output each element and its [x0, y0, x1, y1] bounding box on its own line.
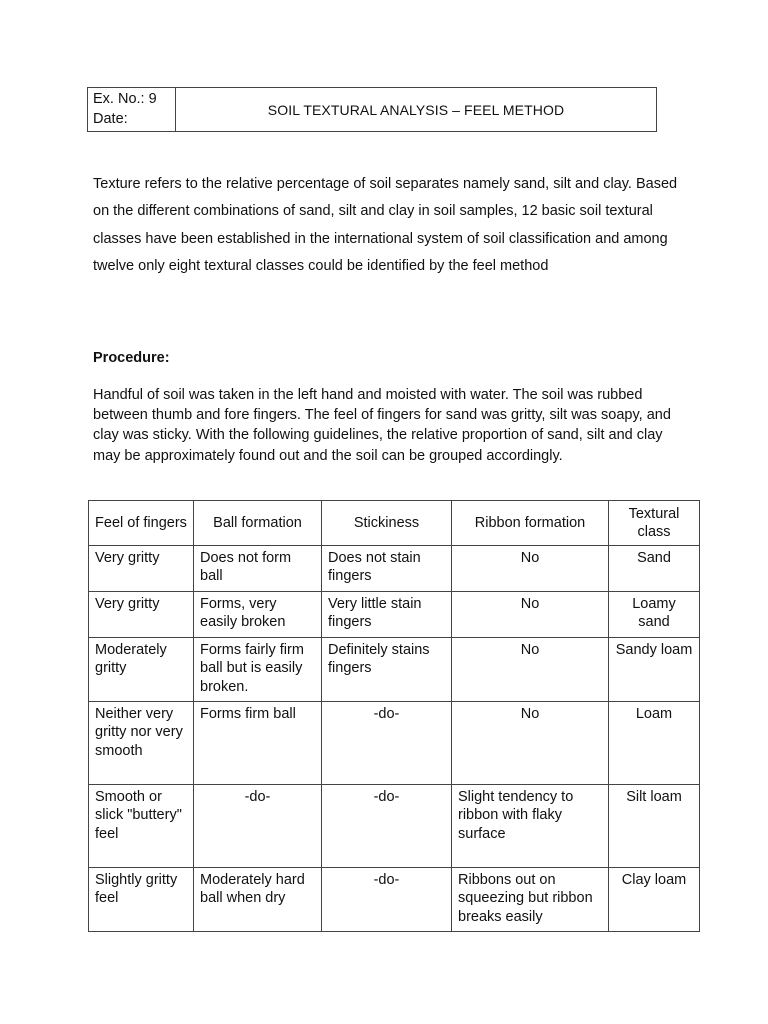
procedure-heading: Procedure:	[93, 350, 170, 366]
cell-ball: Does not form ball	[194, 546, 322, 592]
table-row	[89, 546, 700, 592]
cell-stickiness: Does not stain fingers	[322, 546, 452, 592]
cell-stickiness: -do-	[322, 702, 452, 785]
cell-stickiness: Definitely stains fingers	[322, 638, 452, 702]
cell-feel: Smooth or slick "buttery" feel	[89, 785, 194, 868]
cell-ball: Moderately hard ball when dry	[194, 868, 322, 932]
cell-ball: Forms fairly firm ball but is easily broken.	[194, 638, 322, 702]
cell-class: Sand	[609, 546, 700, 592]
header-stickiness: Stickiness	[322, 501, 452, 546]
table-row	[89, 785, 700, 868]
header-ball-formation: Ball formation	[194, 501, 322, 546]
cell-ball: Forms, very easily broken	[194, 592, 322, 638]
page-title: SOIL TEXTURAL ANALYSIS – FEEL METHOD	[267, 101, 565, 118]
cell-ribbon: No	[452, 592, 609, 638]
cell-ball: Forms firm ball	[194, 702, 322, 785]
intro-paragraph: Texture refers to the relative percentage of soil separates namely sand, silt and clay. Based on the different combinations of sand, silt and clay in soil samples, 12 basic soil textural classes have been established in the international system of soil classification and among twelve only eight textural classes could be identified by the feel method	[93, 176, 678, 274]
cell-feel: Moderately gritty	[89, 638, 194, 702]
cell-feel: Very gritty	[89, 546, 194, 592]
cell-class: Clay loam	[609, 868, 700, 932]
cell-ball: -do-	[194, 785, 322, 868]
cell-feel: Slightly gritty feel	[89, 868, 194, 932]
cell-ribbon: No	[452, 638, 609, 702]
texture-table	[88, 500, 700, 932]
header-ribbon-formation: Ribbon formation	[452, 501, 609, 546]
cell-stickiness: -do-	[322, 785, 452, 868]
cell-feel: Neither very gritty nor very smooth	[89, 702, 194, 785]
cell-class: Silt loam	[609, 785, 700, 868]
cell-stickiness: -do-	[322, 868, 452, 932]
table-header-row	[89, 501, 700, 546]
table-row	[89, 638, 700, 702]
table-row	[89, 592, 700, 638]
header-feel-of-fingers: Feel of fingers	[89, 501, 194, 546]
exercise-number: Ex. No.: 9	[93, 91, 157, 107]
cell-class: Loam	[609, 702, 700, 785]
exercise-info	[88, 88, 176, 131]
cell-ribbon: No	[452, 702, 609, 785]
cell-class: Sandy loam	[609, 638, 700, 702]
exercise-header	[87, 87, 657, 132]
cell-ribbon: Slight tendency to ribbon with flaky surface	[452, 785, 609, 868]
cell-feel: Very gritty	[89, 592, 194, 638]
exercise-date: Date:	[93, 111, 128, 127]
procedure-paragraph: Handful of soil was taken in the left hand and moisted with water. The soil was rubbed between thumb and fore fingers. The feel of fingers for sand was gritty, silt was soapy, and clay was sticky. With the following guidelines, the relative proportion of sand, silt and clay may be approximately found out and the soil can be grouped accordingly.	[93, 387, 671, 464]
cell-ribbon: No	[452, 546, 609, 592]
cell-ribbon: Ribbons out on squeezing but ribbon breaks easily	[452, 868, 609, 932]
table-row	[89, 702, 700, 785]
cell-stickiness: Very little stain fingers	[322, 592, 452, 638]
cell-class: Loamy sand	[609, 592, 700, 638]
header-textural-class: Textural class	[609, 501, 700, 546]
table-row	[89, 868, 700, 932]
